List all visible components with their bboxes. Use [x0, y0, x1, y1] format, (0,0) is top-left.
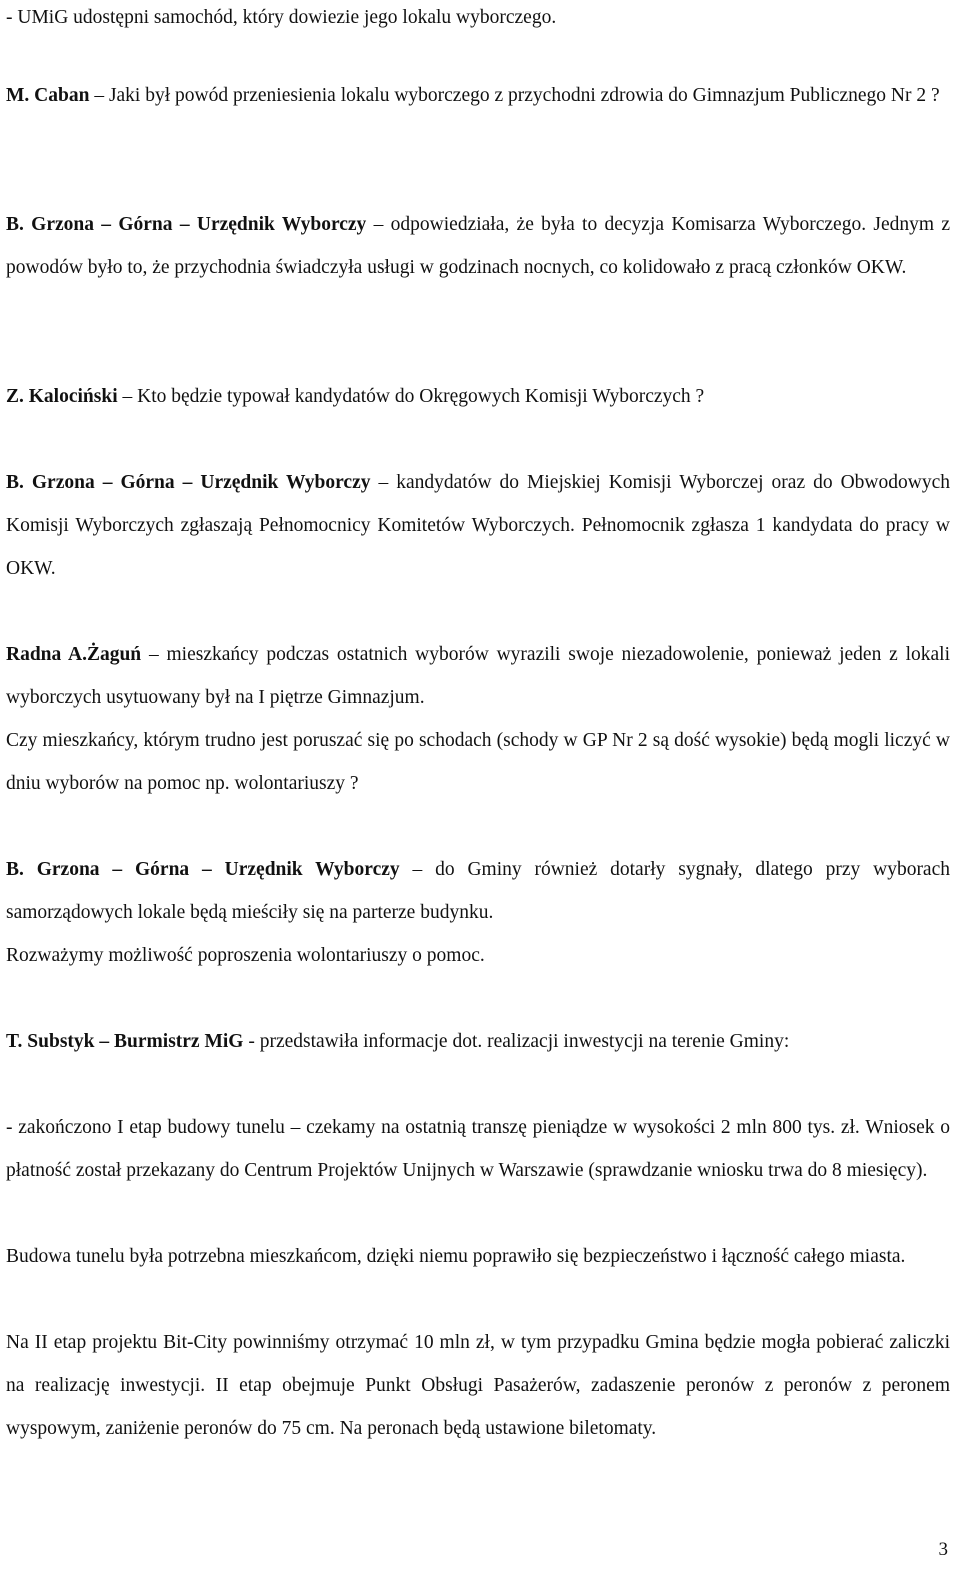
paragraph-text: – Jaki był powód przeniesienia lokalu wyborczego z przychodni zdrowia do Gimnazjum Publicznego Nr 2 ?: [89, 85, 940, 106]
speaker-name: B. Grzona – Górna – Urzędnik Wyborczy: [6, 214, 367, 235]
paragraph-text: Budowa tunelu była potrzebna mieszkańcom, dzięki niemu poprawiło się bezpieczeństwo i łączność całego miasta.: [6, 1246, 906, 1267]
paragraph-text: – kandydatów do Miejskiej Komisji Wyborczej oraz do Obwodowych Komisji Wyborczych zgłaszają Pełnomocnicy Komitetów Wyborczych. Pełnomocnik zgłasza 1 kandydata do pracy w OKW.: [6, 472, 950, 579]
paragraph-grzona-answer-1: [6, 204, 950, 290]
speaker-name: B. Grzona – Górna – Urzędnik Wyborczy: [6, 472, 371, 493]
paragraph-text: – do Gminy również dotarły sygnały, dlatego przy wyborach samorządowych lokale będą mieściły się na parterze budynku.: [6, 859, 950, 923]
paragraph-text: - zakończono I etap budowy tunelu – czekamy na ostatnią transzę pieniądze w wysokości 2 mln 800 tys. zł. Wniosek o płatność został przekazany do Centrum Projektów Unijnych w Warszawie (sprawdzanie wniosku trwa do 8 miesięcy).: [6, 1117, 950, 1181]
speaker-name: Z. Kalociński: [6, 386, 118, 407]
paragraph-text: Czy mieszkańcy, którym trudno jest poruszać się po schodach (schody w GP Nr 2 są dość wysokie) będą mogli liczyć w dniu wyborów na pomoc np. wolontariuszy ?: [6, 730, 950, 794]
paragraph-grzona-answer-2: [6, 462, 950, 590]
page-number: 3: [938, 1539, 948, 1560]
paragraph-text: – odpowiedziała, że była to decyzja Komisarza Wyborczego. Jednym z powodów było to, że przychodnia świadczyła usługi w godzinach nocnych, co kolidowało z pracą członków OKW.: [6, 214, 950, 278]
paragraph-kalocinski-question: [6, 376, 950, 419]
paragraph-tunnel-stage-1: [6, 1107, 950, 1193]
paragraph-caban-question: [6, 75, 950, 118]
paragraph-text: Rozważymy możliwość poproszenia wolontariuszy o pomoc.: [6, 945, 485, 966]
paragraph-text: – mieszkańcy podczas ostatnich wyborów wyrazili swoje niezadowolenie, ponieważ jeden z lokali wyborczych usytuowany był na I piętrze Gimnazjum.: [6, 644, 950, 708]
paragraph-zagun-question: [6, 634, 950, 720]
paragraph-grzona-answer-3-cont: [6, 935, 950, 978]
paragraph-text: – Kto będzie typował kandydatów do Okręgowych Komisji Wyborczych ?: [117, 386, 705, 407]
speaker-name: Radna A.Żaguń: [6, 644, 142, 665]
paragraph-grzona-answer-3: [6, 849, 950, 935]
paragraph-substyk-intro: [6, 1021, 950, 1064]
speaker-name: M. Caban: [6, 85, 90, 106]
paragraph-text: Na II etap projektu Bit-City powinniśmy otrzymać 10 mln zł, w tym przypadku Gmina będzie mogła pobierać zaliczki na realizację inwestycji. II etap obejmuje Punkt Obsługi Pasażerów, zadaszenie peronów z peronów z peronem wyspowym, zaniżenie peronów do 75 cm. Na peronach będą ustawione biletomaty.: [6, 1332, 950, 1439]
paragraph-bit-city-stage-2: [6, 1322, 950, 1450]
paragraph-tunnel-benefit: [6, 1236, 950, 1279]
paragraph-text: - UMiG udostępni samochód, który dowiezie jego lokalu wyborczego.: [6, 7, 557, 28]
paragraph-zagun-question-cont: [6, 720, 950, 806]
speaker-name: T. Substyk – Burmistrz MiG: [6, 1031, 244, 1052]
paragraph-umig-car: [6, 0, 950, 40]
speaker-name: B. Grzona – Górna – Urzędnik Wyborczy: [6, 859, 400, 880]
paragraph-text: - przedstawiła informacje dot. realizacji inwestycji na terenie Gminy:: [243, 1031, 790, 1052]
